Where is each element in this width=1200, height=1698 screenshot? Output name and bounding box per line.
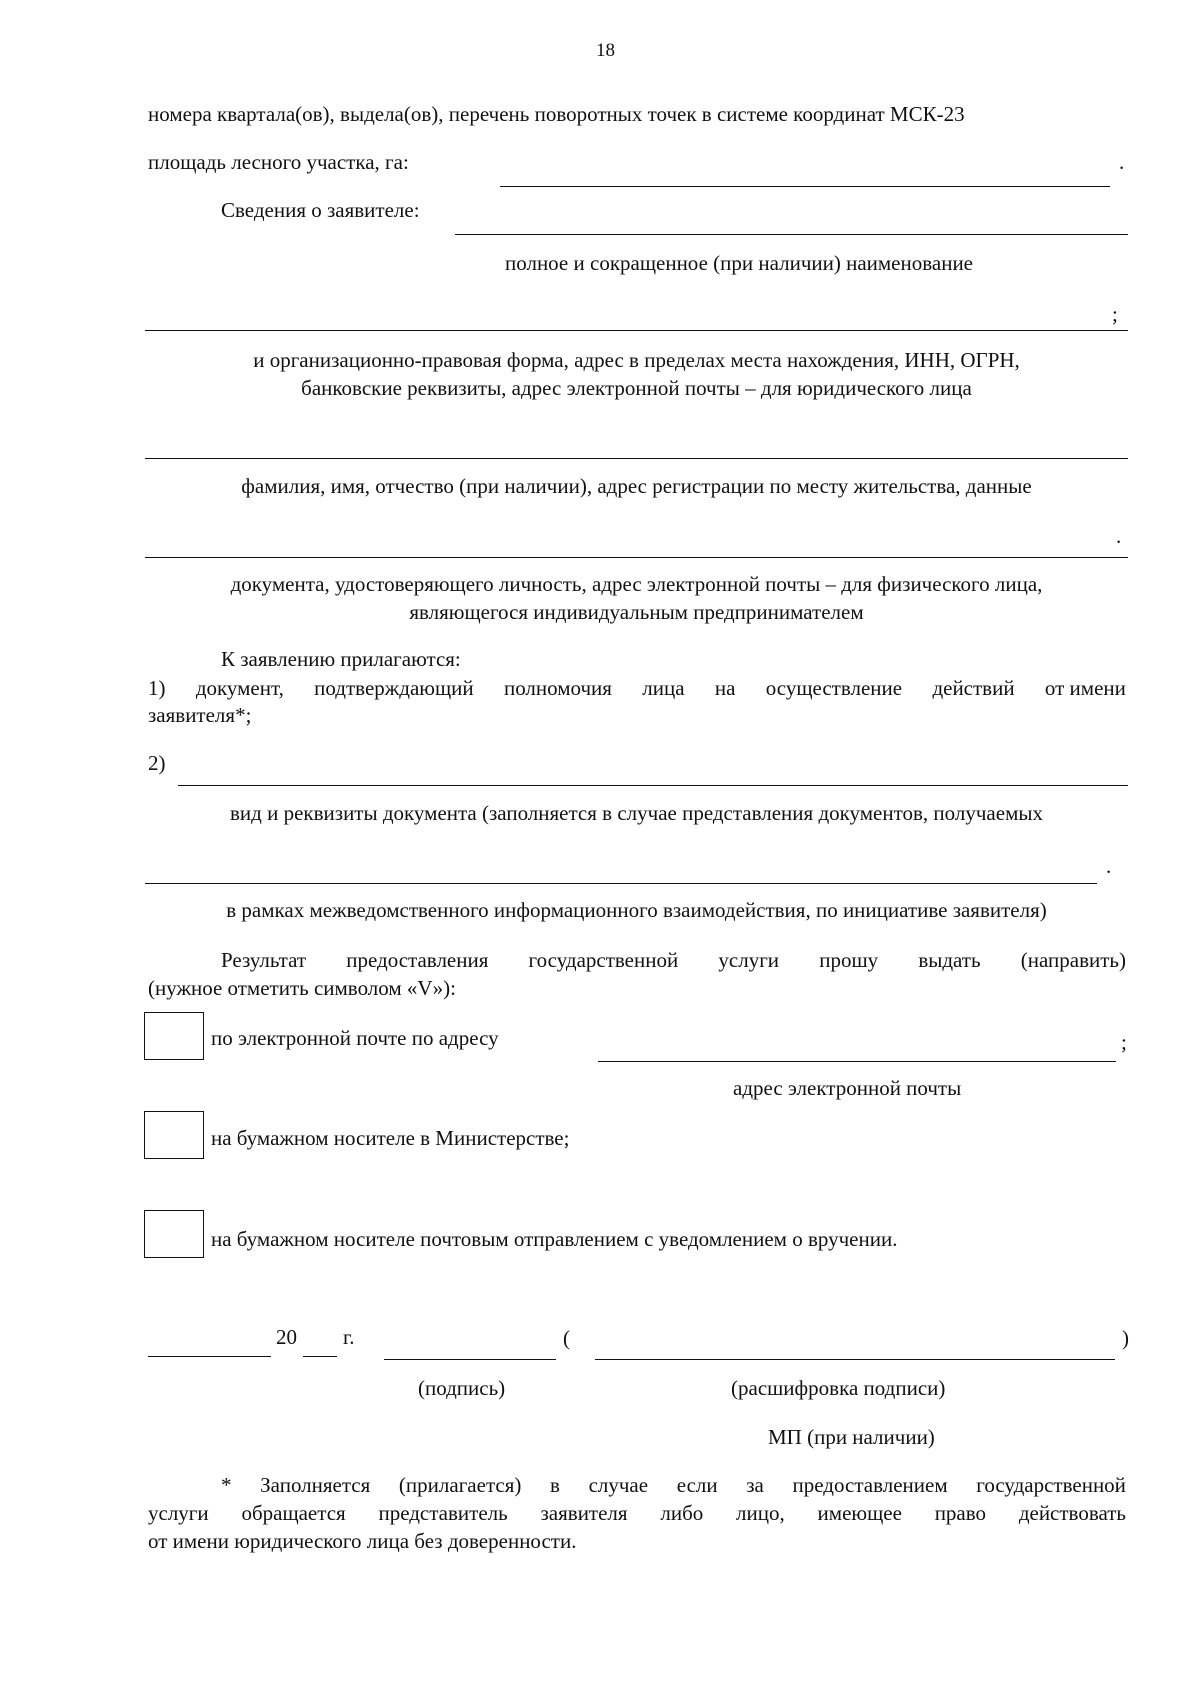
word: за xyxy=(746,1473,764,1497)
applicant-caption-person-1: фамилия, имя, отчество (при наличии), адрес регистрации по месту жительства, данные xyxy=(241,474,1032,498)
word: документ, xyxy=(195,676,284,700)
post-option-checkbox[interactable] xyxy=(144,1210,204,1258)
applicant-caption-person-3: являющегося индивидуальным предпринимателем xyxy=(409,600,864,624)
stamp-label: МП (при наличии) xyxy=(768,1425,935,1449)
post-option-label: на бумажном носителе почтовым отправлением с уведомлением о вручении. xyxy=(211,1227,898,1251)
result-line-2: (нужное отметить символом «V»): xyxy=(148,976,456,1000)
applicant-caption-person-2: документа, удостоверяющего личность, адрес электронной почты – для физического лица, xyxy=(230,572,1043,596)
footnote-line-3: от имени юридического лица без доверенности. xyxy=(148,1529,577,1553)
applicant-input-line-4[interactable] xyxy=(145,557,1128,558)
word: имеющее xyxy=(817,1501,902,1525)
word: Заполняется xyxy=(260,1473,371,1497)
word: (прилагается) xyxy=(398,1473,522,1497)
word: лицо, xyxy=(736,1501,785,1525)
decode-paren-open: ( xyxy=(563,1326,570,1350)
word: выдать xyxy=(918,948,981,972)
email-semicolon: ; xyxy=(1121,1030,1127,1054)
attachments-heading: К заявлению прилагаются: xyxy=(221,647,461,671)
ministry-option-label: на бумажном носителе в Министерстве; xyxy=(211,1126,570,1150)
attachment-item-2-input-line[interactable] xyxy=(178,785,1128,786)
applicant-caption-legal-1: и организационно-правовая форма, адрес в пределах места нахождения, ИНН, ОГРН, xyxy=(253,348,1020,372)
applicant-input-line-2[interactable] xyxy=(145,330,1128,331)
email-address-input-line[interactable] xyxy=(598,1061,1116,1062)
signature-decode-caption: (расшифровка подписи) xyxy=(731,1376,946,1400)
year-prefix: 20 xyxy=(276,1325,297,1349)
applicant-dot: . xyxy=(1116,524,1122,548)
area-dot: . xyxy=(1119,150,1125,174)
signature-decode-line[interactable] xyxy=(595,1359,1115,1360)
attachment-dot: . xyxy=(1106,854,1112,878)
email-option-label: по электронной почте по адресу xyxy=(211,1026,499,1050)
applicant-semicolon-1: ; xyxy=(1112,302,1118,326)
word: лица xyxy=(642,676,685,700)
attachment-item-2-input-line-2[interactable] xyxy=(145,883,1097,884)
word: * xyxy=(221,1473,232,1497)
word: от имени xyxy=(1044,676,1126,700)
email-option-checkbox[interactable] xyxy=(144,1012,204,1060)
attachment-item-1-line-2: заявителя*; xyxy=(148,703,252,727)
signature-caption: (подпись) xyxy=(418,1376,506,1400)
attachment-caption-doc-2: в рамках межведомственного информационного взаимодействия, по инициативе заявителя) xyxy=(226,898,1047,922)
word: услуги xyxy=(148,1501,209,1525)
word: предоставления xyxy=(346,948,489,972)
applicant-input-line-3[interactable] xyxy=(145,458,1128,459)
applicant-caption-legal-2: банковские реквизиты, адрес электронной почты – для юридического лица xyxy=(301,376,972,400)
word: действий xyxy=(932,676,1015,700)
word: прошу xyxy=(819,948,879,972)
year-suffix: г. xyxy=(343,1325,355,1349)
date-year-line[interactable] xyxy=(303,1356,337,1357)
word: случае xyxy=(588,1473,649,1497)
applicant-label: Сведения о заявителе: xyxy=(221,198,420,222)
signature-line[interactable] xyxy=(384,1359,556,1360)
word: право xyxy=(934,1501,987,1525)
word: обращается xyxy=(241,1501,346,1525)
ministry-option-checkbox[interactable] xyxy=(144,1111,204,1159)
word: Результат xyxy=(221,948,307,972)
word: представитель xyxy=(378,1501,508,1525)
page-number: 18 xyxy=(596,40,615,61)
attachment-item-1-line-1 xyxy=(148,676,1126,701)
area-input-line[interactable] xyxy=(500,186,1110,187)
word: предоставлением xyxy=(792,1473,948,1497)
footnote-line-2 xyxy=(148,1501,1126,1526)
word: действовать xyxy=(1018,1501,1126,1525)
decode-paren-close: ) xyxy=(1122,1326,1129,1350)
footnote-line-1 xyxy=(221,1473,1126,1498)
word: если xyxy=(676,1473,718,1497)
word: услуги xyxy=(718,948,780,972)
date-day-month-line[interactable] xyxy=(148,1356,271,1357)
word: осуществление xyxy=(765,676,903,700)
word: либо xyxy=(660,1501,704,1525)
word: подтверждающий xyxy=(314,676,474,700)
word: (направить) xyxy=(1020,948,1126,972)
word: на xyxy=(714,676,736,700)
parcel-description-text: номера квартала(ов), выдела(ов), перечень поворотных точек в системе координат МСК-23 xyxy=(148,102,965,126)
attachment-caption-doc-1: вид и реквизиты документа (заполняется в случае представления документов, получаемых xyxy=(230,801,1043,825)
applicant-caption-name: полное и сокращенное (при наличии) наименование xyxy=(505,251,973,275)
word: государственной xyxy=(528,948,679,972)
word: 1) xyxy=(148,676,166,700)
word: полномочия xyxy=(503,676,612,700)
area-label: площадь лесного участка, га: xyxy=(148,150,409,174)
attachment-item-2-number: 2) xyxy=(148,751,166,775)
word: заявителя xyxy=(540,1501,628,1525)
applicant-input-line-1[interactable] xyxy=(455,234,1128,235)
word: государственной xyxy=(976,1473,1126,1497)
email-caption: адрес электронной почты xyxy=(733,1076,962,1100)
result-line-1 xyxy=(221,948,1126,973)
word: в xyxy=(550,1473,560,1497)
